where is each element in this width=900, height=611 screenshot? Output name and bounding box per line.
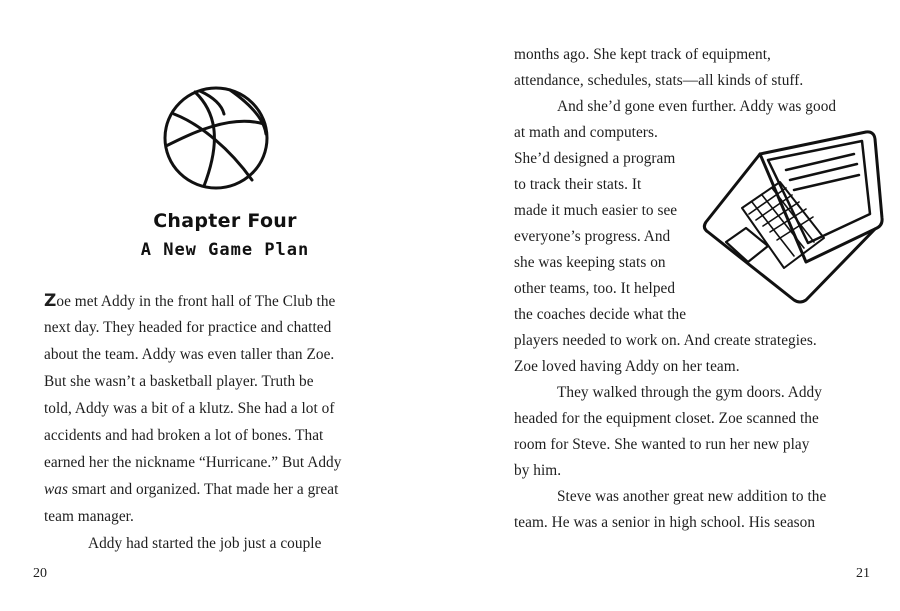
text-line: other teams, too. It helped — [514, 280, 676, 297]
text-line: attendance, schedules, stats—all kinds of stuff. — [514, 72, 804, 89]
text-line: about the team. Addy was even taller than Zoe. — [44, 346, 335, 363]
text-segment: smart and organized. That made her a great — [67, 481, 339, 498]
text-line — [44, 288, 335, 315]
text-line: next day. They headed for practice and chatted — [44, 319, 332, 336]
text-line: Steve was another great new addition to the — [557, 488, 827, 505]
text-line: at math and computers. — [514, 124, 658, 141]
drop-cap: Z — [44, 291, 57, 311]
text-line — [44, 477, 338, 503]
text-line: team. He was a senior in high school. His season — [514, 514, 816, 531]
text-line: everyone’s progress. And — [514, 228, 671, 245]
text-line: accidents and had broken a lot of bones. That — [44, 427, 324, 444]
text-line: room for Steve. She wanted to run her new play — [514, 436, 810, 453]
page-number: 20 — [33, 566, 47, 581]
text-line: to track their stats. It — [514, 176, 642, 193]
page-number: 21 — [856, 566, 870, 581]
text-segment: oe met Addy in the front hall of The Club the — [56, 293, 336, 310]
text-line: And she’d gone even further. Addy was good — [557, 98, 837, 115]
text-line: the coaches decide what the — [514, 306, 687, 323]
text-line: They walked through the gym doors. Addy — [557, 384, 822, 401]
text-line: months ago. She kept track of equipment, — [514, 46, 771, 63]
right-page — [450, 0, 900, 611]
text-line: Addy had started the job just a couple — [88, 535, 322, 552]
laptop-icon — [702, 122, 892, 308]
text-line: headed for the equipment closet. Zoe scanned the — [514, 410, 819, 427]
text-line: she was keeping stats on — [514, 254, 666, 271]
text-line: But she wasn’t a basketball player. Truth be — [44, 373, 314, 390]
basketball-icon — [160, 84, 272, 192]
text-line: Zoe loved having Addy on her team. — [514, 358, 740, 375]
text-line: made it much easier to see — [514, 202, 678, 219]
text-line: team manager. — [44, 508, 134, 525]
text-line: players needed to work on. And create strategies. — [514, 332, 817, 349]
text-line: She’d designed a program — [514, 150, 676, 167]
chapter-subtitle: A New Game Plan — [140, 240, 310, 260]
chapter-title: Chapter Four — [153, 210, 297, 232]
italic-word: was — [44, 481, 68, 498]
text-line: by him. — [514, 462, 562, 479]
text-line: earned her the nickname “Hurricane.” But Addy — [44, 454, 342, 471]
text-line: told, Addy was a bit of a klutz. She had a lot of — [44, 400, 335, 417]
